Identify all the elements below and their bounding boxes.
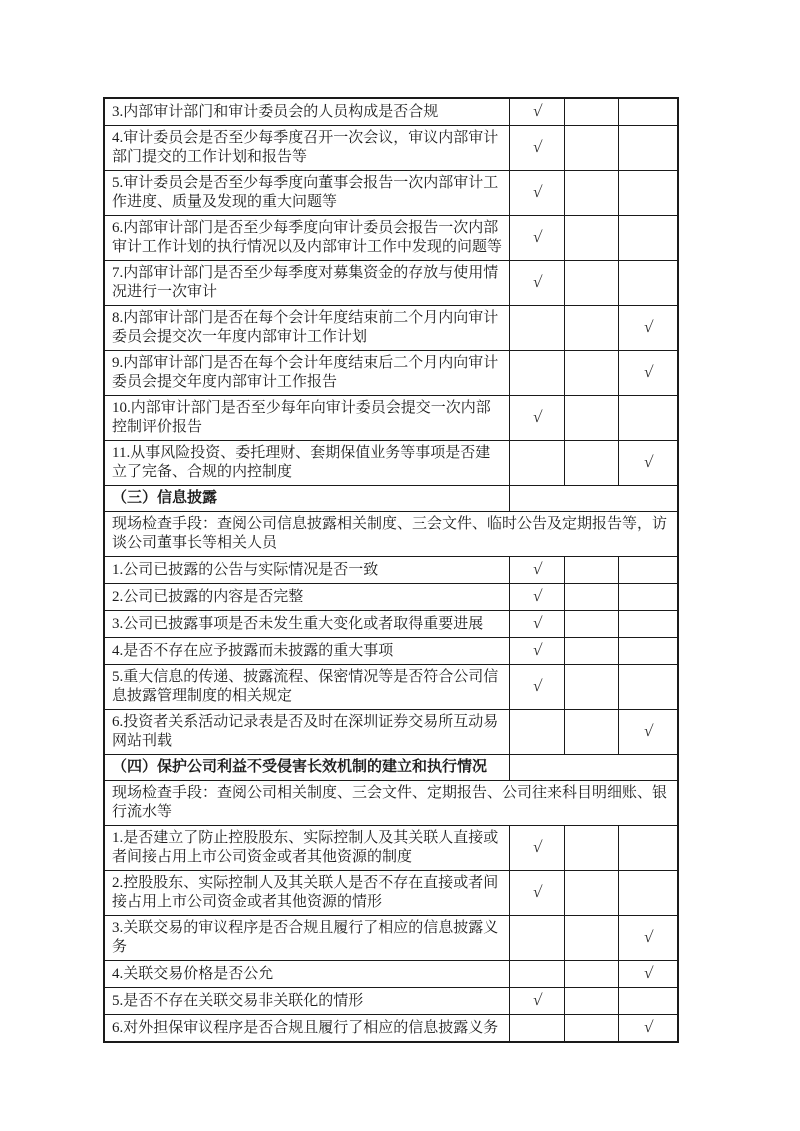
method-cell: 现场检查手段：查阅公司信息披露相关制度、三会文件、临时公告及定期报告等，访谈公司董事长等相关人员 bbox=[104, 512, 678, 557]
empty-check-cell bbox=[618, 826, 678, 871]
empty-check-cell bbox=[509, 1015, 564, 1043]
checkmark: √ bbox=[532, 615, 543, 632]
table-row bbox=[104, 871, 678, 916]
checkmark-cell bbox=[618, 441, 678, 486]
item-text-cell: 7.内部审计部门是否至少每季度对募集资金的存放与使用情况进行一次审计 bbox=[104, 261, 509, 306]
checkmark: √ bbox=[532, 139, 543, 156]
checkmark: √ bbox=[532, 588, 543, 605]
checkmark: √ bbox=[532, 561, 543, 578]
empty-check-cell bbox=[564, 557, 618, 584]
empty-check-cell bbox=[618, 665, 678, 710]
empty-check-cell bbox=[618, 396, 678, 441]
empty-check-cell bbox=[618, 557, 678, 584]
empty-check-cell bbox=[564, 826, 618, 871]
method-cell: 现场检查手段：查阅公司相关制度、三会文件、定期报告、公司往来科目明细账、银行流水等 bbox=[104, 781, 678, 826]
table-row bbox=[104, 126, 678, 171]
table-row bbox=[104, 665, 678, 710]
checkmark-cell bbox=[618, 710, 678, 755]
item-text-cell: 3.关联交易的审议程序是否合规且履行了相应的信息披露义务 bbox=[104, 916, 509, 961]
item-text-cell: 4.关联交易价格是否公允 bbox=[104, 961, 509, 988]
empty-check-cell bbox=[564, 638, 618, 665]
checkmark: √ bbox=[643, 319, 655, 336]
section-title-cell: （四）保护公司利益不受侵害长效机制的建立和执行情况 bbox=[104, 755, 509, 781]
table-row bbox=[104, 557, 678, 584]
checkmark: √ bbox=[532, 103, 543, 120]
table-row bbox=[104, 638, 678, 665]
empty-check-cell bbox=[564, 988, 618, 1015]
table-row bbox=[104, 1015, 678, 1043]
checklist-body bbox=[104, 98, 678, 1042]
empty-check-cell bbox=[564, 441, 618, 486]
table-row bbox=[104, 441, 678, 486]
checkmark: √ bbox=[532, 992, 543, 1009]
empty-check-cell bbox=[564, 351, 618, 396]
checkmark: √ bbox=[532, 884, 543, 901]
empty-check-cell bbox=[564, 306, 618, 351]
empty-check-cell bbox=[618, 988, 678, 1015]
table-row bbox=[104, 261, 678, 306]
checkmark: √ bbox=[532, 229, 543, 246]
checkmark-cell bbox=[618, 351, 678, 396]
empty-check-cell bbox=[564, 126, 618, 171]
section-empty-cell bbox=[509, 755, 678, 781]
checkmark-cell bbox=[509, 871, 564, 916]
item-text-cell: 9.内部审计部门是否在每个会计年度结束后二个月内向审计委员会提交年度内部审计工作报告 bbox=[104, 351, 509, 396]
table-row bbox=[104, 755, 678, 781]
checkmark-cell bbox=[509, 826, 564, 871]
checkmark-cell bbox=[509, 557, 564, 584]
empty-check-cell bbox=[564, 261, 618, 306]
empty-check-cell bbox=[564, 98, 618, 126]
item-text-cell: 8.内部审计部门是否在每个会计年度结束前二个月内向审计委员会提交次一年度内部审计工作计划 bbox=[104, 306, 509, 351]
checkmark-cell bbox=[509, 665, 564, 710]
empty-check-cell bbox=[564, 710, 618, 755]
empty-check-cell bbox=[564, 584, 618, 611]
table-row bbox=[104, 98, 678, 126]
checkmark-cell bbox=[618, 306, 678, 351]
item-text-cell: 5.审计委员会是否至少每季度向董事会报告一次内部审计工作进度、质量及发现的重大问题等 bbox=[104, 171, 509, 216]
checkmark-cell bbox=[509, 126, 564, 171]
table-row bbox=[104, 826, 678, 871]
table-row bbox=[104, 306, 678, 351]
item-text-cell: 3.内部审计部门和审计委员会的人员构成是否合规 bbox=[104, 98, 509, 126]
audit-checklist-table bbox=[103, 97, 679, 1043]
item-text-cell: 3.公司已披露事项是否未发生重大变化或者取得重要进展 bbox=[104, 611, 509, 638]
empty-check-cell bbox=[564, 1015, 618, 1043]
checkmark-cell bbox=[618, 916, 678, 961]
checkmark: √ bbox=[643, 364, 655, 381]
checkmark: √ bbox=[532, 409, 543, 426]
item-text-cell: 1.是否建立了防止控股股东、实际控制人及其关联人直接或者间接占用上市公司资金或者其他资源的制度 bbox=[104, 826, 509, 871]
checkmark-cell bbox=[509, 988, 564, 1015]
table-row bbox=[104, 710, 678, 755]
empty-check-cell bbox=[564, 665, 618, 710]
empty-check-cell bbox=[509, 710, 564, 755]
item-text-cell: 2.控股股东、实际控制人及其关联人是否不存在直接或者间接占用上市公司资金或者其他资源的情形 bbox=[104, 871, 509, 916]
checkmark: √ bbox=[643, 965, 655, 982]
empty-check-cell bbox=[618, 638, 678, 665]
section-empty-cell bbox=[509, 486, 678, 512]
empty-check-cell bbox=[509, 441, 564, 486]
empty-check-cell bbox=[564, 611, 618, 638]
empty-check-cell bbox=[564, 216, 618, 261]
empty-check-cell bbox=[618, 98, 678, 126]
empty-check-cell bbox=[618, 126, 678, 171]
item-text-cell: 6.投资者关系活动记录表是否及时在深圳证券交易所互动易网站刊载 bbox=[104, 710, 509, 755]
empty-check-cell bbox=[564, 171, 618, 216]
checkmark-cell bbox=[618, 1015, 678, 1043]
item-text-cell: 5.重大信息的传递、披露流程、保密情况等是否符合公司信息披露管理制度的相关规定 bbox=[104, 665, 509, 710]
empty-check-cell bbox=[564, 916, 618, 961]
item-text-cell: 4.是否不存在应予披露而未披露的重大事项 bbox=[104, 638, 509, 665]
checkmark-cell bbox=[618, 961, 678, 988]
table-row bbox=[104, 781, 678, 826]
item-text-cell: 1.公司已披露的公告与实际情况是否一致 bbox=[104, 557, 509, 584]
empty-check-cell bbox=[509, 306, 564, 351]
item-text-cell: 2.公司已披露的内容是否完整 bbox=[104, 584, 509, 611]
checkmark: √ bbox=[532, 839, 543, 856]
empty-check-cell bbox=[564, 396, 618, 441]
empty-check-cell bbox=[618, 611, 678, 638]
checkmark-cell bbox=[509, 171, 564, 216]
empty-check-cell bbox=[618, 584, 678, 611]
checkmark: √ bbox=[532, 642, 543, 659]
item-text-cell: 11.从事风险投资、委托理财、套期保值业务等事项是否建立了完备、合规的内控制度 bbox=[104, 441, 509, 486]
item-text-cell: 5.是否不存在关联交易非关联化的情形 bbox=[104, 988, 509, 1015]
table-row bbox=[104, 396, 678, 441]
table-row bbox=[104, 512, 678, 557]
empty-check-cell bbox=[618, 261, 678, 306]
empty-check-cell bbox=[618, 171, 678, 216]
checkmark-cell bbox=[509, 396, 564, 441]
table-row bbox=[104, 988, 678, 1015]
item-text-cell: 6.内部审计部门是否至少每季度向审计委员会报告一次内部审计工作计划的执行情况以及内部审计工作中发现的问题等 bbox=[104, 216, 509, 261]
empty-check-cell bbox=[618, 216, 678, 261]
checkmark: √ bbox=[643, 929, 655, 946]
section-title-cell: （三）信息披露 bbox=[104, 486, 509, 512]
empty-check-cell bbox=[509, 351, 564, 396]
checkmark: √ bbox=[643, 723, 655, 740]
checkmark: √ bbox=[532, 184, 543, 201]
table-row bbox=[104, 216, 678, 261]
table-row bbox=[104, 351, 678, 396]
table-row bbox=[104, 916, 678, 961]
table-row bbox=[104, 171, 678, 216]
empty-check-cell bbox=[564, 871, 618, 916]
empty-check-cell bbox=[618, 871, 678, 916]
empty-check-cell bbox=[509, 916, 564, 961]
table-row bbox=[104, 611, 678, 638]
item-text-cell: 6.对外担保审议程序是否合规且履行了相应的信息披露义务 bbox=[104, 1015, 509, 1043]
empty-check-cell bbox=[509, 961, 564, 988]
table-row bbox=[104, 486, 678, 512]
checkmark: √ bbox=[532, 274, 543, 291]
item-text-cell: 10.内部审计部门是否至少每年向审计委员会提交一次内部控制评价报告 bbox=[104, 396, 509, 441]
checkmark-cell bbox=[509, 611, 564, 638]
checkmark-cell bbox=[509, 98, 564, 126]
checkmark: √ bbox=[643, 1019, 655, 1036]
checkmark-cell bbox=[509, 261, 564, 306]
checkmark-cell bbox=[509, 216, 564, 261]
checkmark: √ bbox=[643, 454, 655, 471]
item-text-cell: 4.审计委员会是否至少每季度召开一次会议，审议内部审计部门提交的工作计划和报告等 bbox=[104, 126, 509, 171]
table-row bbox=[104, 584, 678, 611]
table-row bbox=[104, 961, 678, 988]
checkmark: √ bbox=[532, 678, 543, 695]
checkmark-cell bbox=[509, 584, 564, 611]
checkmark-cell bbox=[509, 638, 564, 665]
empty-check-cell bbox=[564, 961, 618, 988]
